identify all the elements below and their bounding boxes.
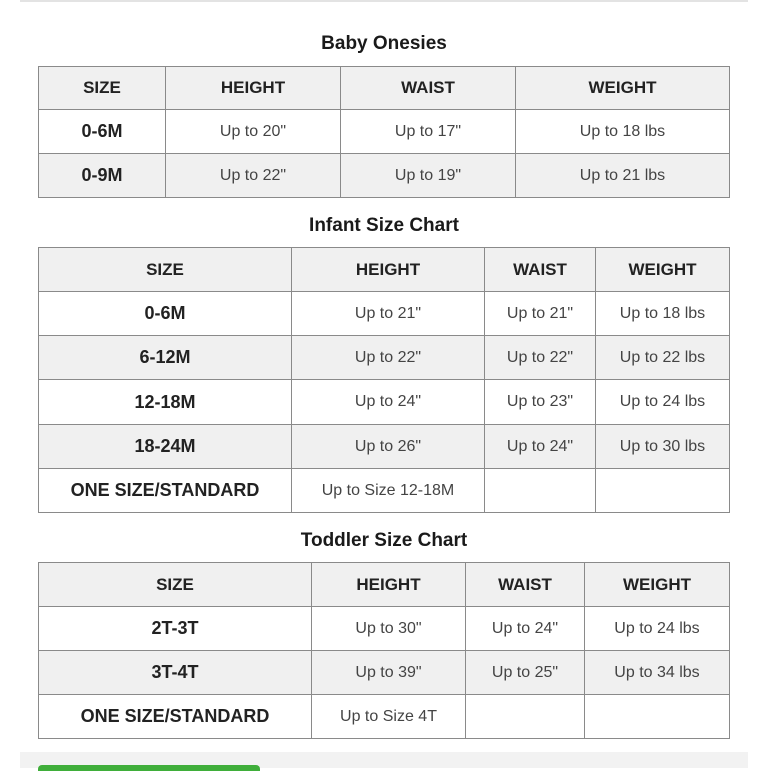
header-size: SIZE [39, 248, 292, 292]
size-cell: 12-18M [39, 380, 292, 425]
weight-cell: Up to 18 lbs [516, 110, 730, 154]
height-cell: Up to 21" [292, 292, 485, 336]
height-cell: Up to 22" [166, 154, 341, 198]
toddler-size-table [38, 562, 730, 739]
size-cell: 6-12M [39, 336, 292, 380]
waist-cell: Up to 17" [341, 110, 516, 154]
table-row [39, 154, 730, 198]
size-cell: ONE SIZE/STANDARD [39, 469, 292, 513]
header-size: SIZE [39, 67, 166, 110]
header-waist: WAIST [485, 248, 596, 292]
height-cell: Up to Size 4T [312, 695, 466, 739]
height-cell: Up to 26" [292, 425, 485, 469]
size-cell: 3T-4T [39, 651, 312, 695]
table-header-row [39, 67, 730, 110]
weight-cell: Up to 30 lbs [596, 425, 730, 469]
table-row [39, 336, 730, 380]
green-button[interactable] [38, 765, 260, 771]
table-row [39, 695, 730, 739]
table-row [39, 292, 730, 336]
infant-size-chart-title: Infant Size Chart [309, 215, 459, 236]
size-cell: 0-9M [39, 154, 166, 198]
waist-cell: Up to 23" [485, 380, 596, 425]
size-cell: 0-6M [39, 110, 166, 154]
size-cell: 18-24M [39, 425, 292, 469]
weight-cell: Up to 34 lbs [585, 651, 730, 695]
header-waist: WAIST [341, 67, 516, 110]
header-height: HEIGHT [292, 248, 485, 292]
table-row [39, 425, 730, 469]
height-cell: Up to 39" [312, 651, 466, 695]
waist-cell [466, 695, 585, 739]
table-row [39, 651, 730, 695]
table-row [39, 110, 730, 154]
table-header-row [39, 248, 730, 292]
weight-cell [596, 469, 730, 513]
top-divider [20, 0, 748, 2]
weight-cell: Up to 21 lbs [516, 154, 730, 198]
height-cell: Up to 22" [292, 336, 485, 380]
toddler-size-chart-title: Toddler Size Chart [300, 530, 468, 551]
header-weight: WEIGHT [585, 563, 730, 607]
header-height: HEIGHT [166, 67, 341, 110]
table-row [39, 469, 730, 513]
table-row [39, 380, 730, 425]
waist-cell: Up to 25" [466, 651, 585, 695]
waist-cell: Up to 24" [485, 425, 596, 469]
size-cell: ONE SIZE/STANDARD [39, 695, 312, 739]
header-weight: WEIGHT [516, 67, 730, 110]
waist-cell: Up to 22" [485, 336, 596, 380]
height-cell: Up to 30" [312, 607, 466, 651]
table-header-row [39, 563, 730, 607]
height-cell: Up to 24" [292, 380, 485, 425]
waist-cell: Up to 21" [485, 292, 596, 336]
waist-cell: Up to 19" [341, 154, 516, 198]
weight-cell: Up to 18 lbs [596, 292, 730, 336]
weight-cell: Up to 22 lbs [596, 336, 730, 380]
waist-cell: Up to 24" [466, 607, 585, 651]
weight-cell [585, 695, 730, 739]
size-cell: 2T-3T [39, 607, 312, 651]
baby-onesies-title: Baby Onesies [321, 33, 447, 54]
weight-cell: Up to 24 lbs [596, 380, 730, 425]
waist-cell [485, 469, 596, 513]
infant-size-table [38, 247, 730, 513]
height-cell: Up to Size 12-18M [292, 469, 485, 513]
header-waist: WAIST [466, 563, 585, 607]
height-cell: Up to 20" [166, 110, 341, 154]
size-cell: 0-6M [39, 292, 292, 336]
header-height: HEIGHT [312, 563, 466, 607]
baby-onesies-table [38, 66, 730, 198]
table-row [39, 607, 730, 651]
header-weight: WEIGHT [596, 248, 730, 292]
weight-cell: Up to 24 lbs [585, 607, 730, 651]
header-size: SIZE [39, 563, 312, 607]
